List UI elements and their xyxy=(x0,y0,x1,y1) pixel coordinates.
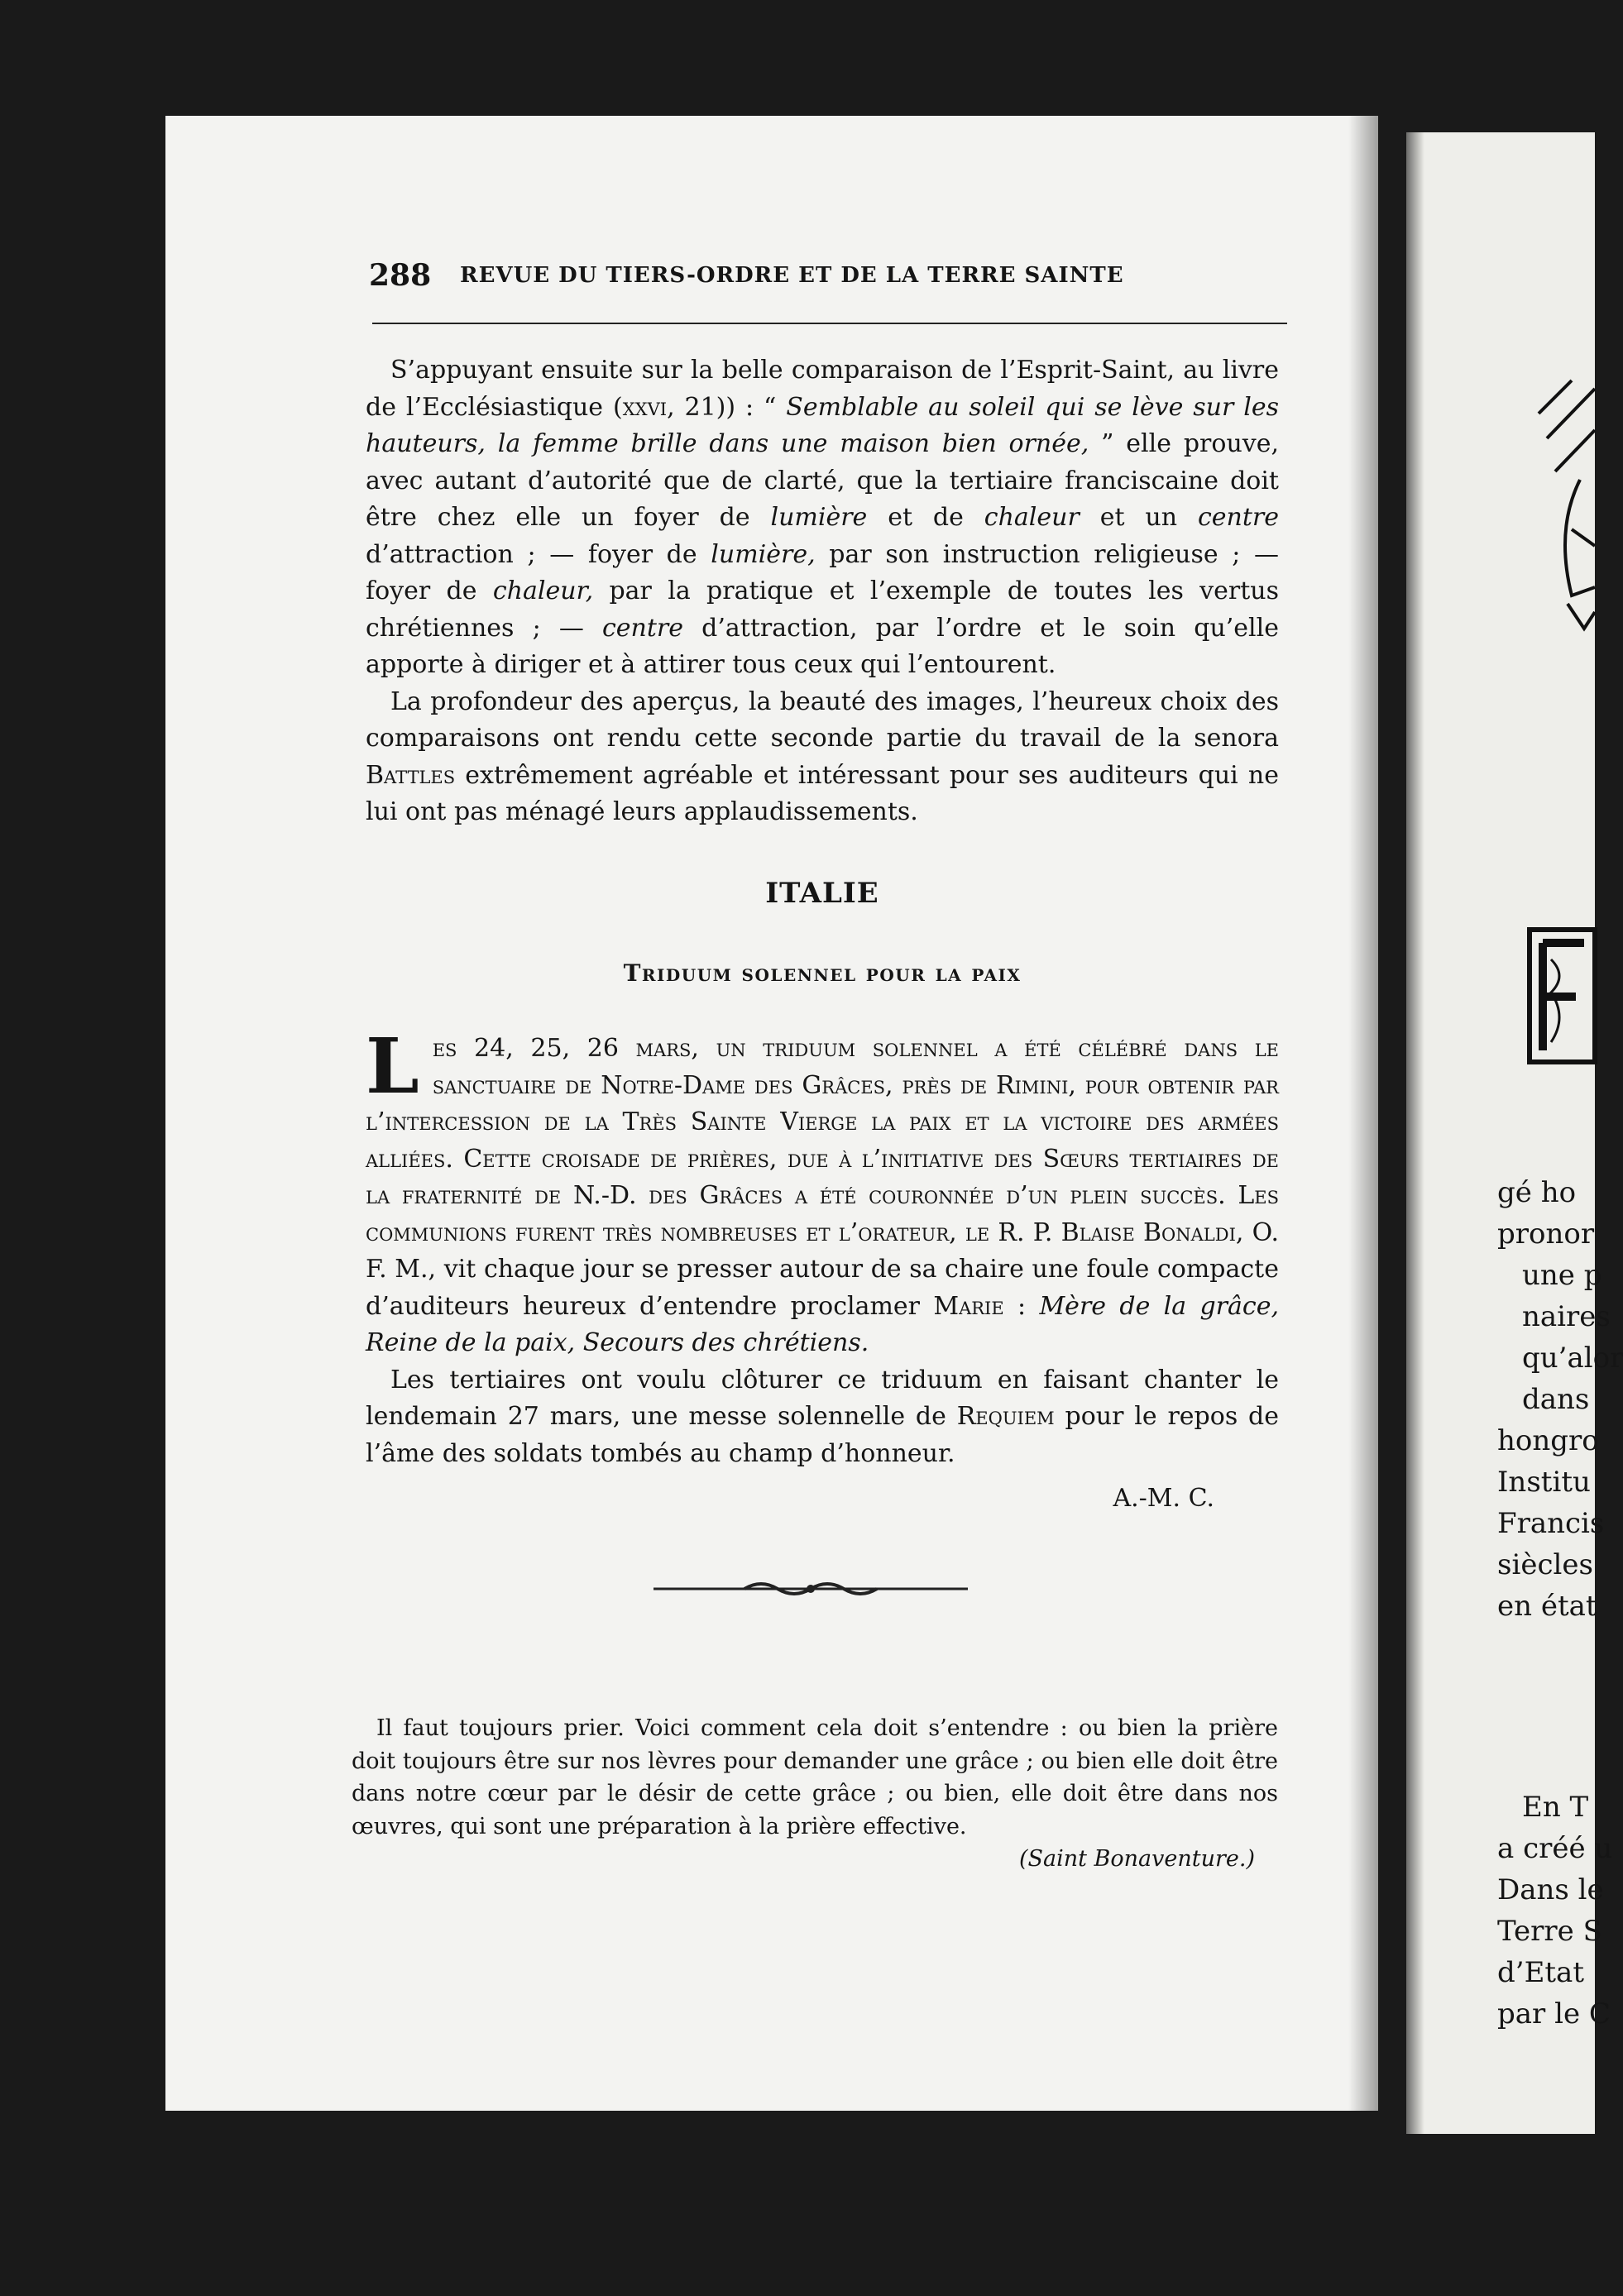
page-number: 288 xyxy=(369,258,432,293)
running-header xyxy=(369,258,1287,294)
quote-text: Il faut toujours prier. Voici comment cela doit s’entendre : ou bien la prière doit toujours être sur nos lèvres pour demander une grâce ; ou bien elle doit être dans notre cœur par le désir de cette grâce ; ou bien, elle doit être dans nos œuvres, qui sont une préparation à la prière effective. xyxy=(352,1715,1278,1839)
fragment-line: d’Etat xyxy=(1497,1956,1584,1989)
fragment-line: En T xyxy=(1522,1791,1589,1824)
paragraph: La profondeur des aperçus, la beauté des images, l’heureux choix des comparaisons ont rendu cette seconde partie du travail de la senora Battles extrêmement agréable et intéressant pour ses auditeurs qui ne lui ont pas ménagé leurs applaudissements. xyxy=(366,686,1279,826)
body-text-top xyxy=(366,352,1279,831)
gutter-shadow xyxy=(1406,132,1424,2134)
running-title: REVUE DU TIERS-ORDRE ET DE LA TERRE SAINTE xyxy=(460,263,1124,288)
right-page xyxy=(1406,132,1623,2134)
fragment-line: hongro xyxy=(1497,1424,1599,1457)
author-signature: A.-M. C. xyxy=(1113,1484,1214,1513)
drop-cap: L xyxy=(366,1021,419,1111)
fragment-line: en état xyxy=(1497,1590,1597,1623)
fragment-line: une p xyxy=(1522,1259,1602,1292)
fragment-line: pronor xyxy=(1497,1217,1595,1251)
fragment-line: naires xyxy=(1522,1300,1611,1333)
paragraph: Les tertiaires ont voulu clôturer ce triduum en faisant chanter le lendemain 27 mars, une messe solennelle de Requiem pour le repos de l’âme des soldats tombés au champ d’honneur. xyxy=(366,1365,1279,1468)
closing-quote xyxy=(352,1712,1278,1876)
fragment-line: Institu xyxy=(1497,1466,1591,1499)
fragment-line: par le C xyxy=(1497,1997,1611,2031)
header-rule xyxy=(372,323,1287,324)
quote-source: (Saint Bonaventure.) xyxy=(1018,1846,1255,1872)
ornamental-divider xyxy=(654,1576,968,1601)
fragment-line: a créé u xyxy=(1497,1832,1613,1865)
fragment-line: gé ho xyxy=(1497,1176,1577,1209)
initial-letter-ornament xyxy=(1526,926,1595,1067)
fragment-line: Francis xyxy=(1497,1507,1605,1540)
section-subheading: Triduum solennel pour la paix xyxy=(623,959,1022,987)
engraving-illustration xyxy=(1522,380,1595,645)
paragraph: Les 24, 25, 26 mars, un triduum solennel a été célébré dans le sanctuaire de Notre-Dame des Grâces, près de Rimini, pour obtenir par l’intercession de la Très Sainte Vierge la paix et la victoire des armées alliées. Cette croisade de prières, due à l’initiative des Sœurs tertiaires de la fraternité de N.-D. des Grâces a été couronnée d’un plein succès. Les communions furent très nombreuses et l’orateur, le R. P. Blaise Bonaldi, O. F. M., vit chaque jour se presser autour de sa chaire une foule compacte d’auditeurs heureux d’entendre proclamer Marie : Mère de la grâce, Reine de la paix, Secours des chrétiens. xyxy=(366,1021,1279,1357)
section-heading: ITALIE xyxy=(765,877,879,910)
body-text-article xyxy=(366,1021,1279,1518)
fragment-line: dans xyxy=(1522,1383,1590,1416)
fragment-line: qu’alor xyxy=(1522,1342,1623,1375)
fragment-line: Dans le xyxy=(1497,1873,1604,1906)
fragment-line: Terre S xyxy=(1497,1915,1602,1948)
fragment-line: siècles xyxy=(1497,1548,1593,1581)
paragraph: S’appuyant ensuite sur la belle comparaison de l’Esprit-Saint, au livre de l’Ecclésiastique (xxvi, 21)) : “ Semblable au soleil qui se lève sur les hauteurs, la femme brille dans une maison bien ornée, ” elle prouve, avec autant d’autorité que de clarté, que la tertiaire franciscaine doit être chez elle un foyer de lumière et de chaleur et un centre d’attraction ; — foyer de lumière, par son instruction religieuse ; — foyer de chaleur, par la pratique et l’exemple de toutes les vertus chrétiennes ; — centre d’attraction, par l’ordre et le soin qu’elle apporte à diriger et à attirer tous ceux qui l’entourent. xyxy=(366,356,1280,679)
gutter-shadow xyxy=(1348,116,1378,2111)
